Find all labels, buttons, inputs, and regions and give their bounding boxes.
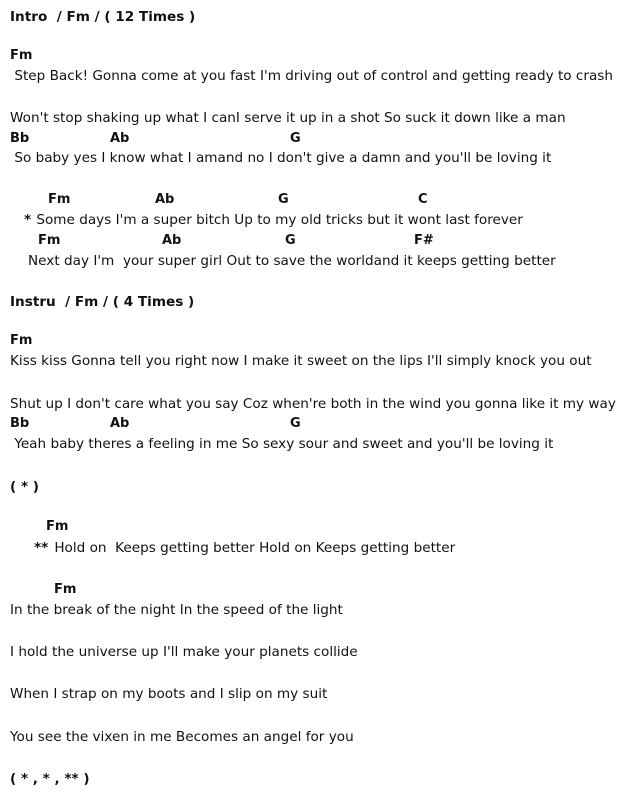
lyric-line: You see the vixen in me Becomes an angel for you: [10, 729, 354, 745]
chord: Bb: [10, 416, 30, 431]
instru-heading: Instru / Fm / ( 4 Times ): [10, 294, 195, 310]
chord: G: [290, 131, 301, 146]
lyric-line: Shut up I don't care what you say Coz when're both in the wind you gonna like it my way: [10, 396, 616, 412]
bridge-marker: **: [34, 540, 49, 556]
chord: F#: [414, 233, 434, 248]
chord: G: [290, 416, 301, 431]
chord: Fm: [54, 582, 77, 597]
chord: Bb: [10, 131, 30, 146]
lyric-line: Step Back! Gonna come at you fast I'm driving out of control and getting ready to crash: [10, 68, 614, 84]
repeat-chorus: ( * ): [10, 479, 39, 495]
lyric-line: I hold the universe up I'll make your planets collide: [10, 644, 358, 660]
lyric-line: Kiss kiss Gonna tell you right now I make it sweet on the lips I'll simply knock you out: [10, 353, 592, 369]
repeat-ending: ( * , * , ** ): [10, 771, 90, 787]
chord: Ab: [162, 233, 182, 248]
chord: Fm: [10, 333, 33, 348]
chord: C: [418, 192, 428, 207]
lyric-line: Won't stop shaking up what I canI serve it up in a shot So suck it down like a man: [10, 110, 566, 126]
chord: Fm: [10, 48, 33, 63]
chord: Ab: [110, 131, 130, 146]
lyric-line: Next day I'm your super girl Out to save the worldand it keeps getting better: [28, 253, 556, 269]
lyric-line: Yeah baby theres a feeling in me So sexy sour and sweet and you'll be loving it: [10, 436, 554, 452]
chord: Ab: [110, 416, 130, 431]
lyric-line: Hold on Keeps getting better Hold on Keeps getting better: [50, 540, 456, 556]
chord: Ab: [155, 192, 175, 207]
chorus-marker: *: [24, 212, 32, 228]
chord: G: [278, 192, 289, 207]
lyric-line: When I strap on my boots and I slip on my suit: [10, 686, 328, 702]
chord: G: [285, 233, 296, 248]
chord: Fm: [46, 519, 69, 534]
chord: Fm: [38, 233, 61, 248]
lyric-line: In the break of the night In the speed of the light: [10, 602, 343, 618]
lyric-line: Some days I'm a super bitch Up to my old tricks but it wont last forever: [32, 212, 523, 228]
chord: Fm: [48, 192, 71, 207]
lyric-line: So baby yes I know what I amand no I don't give a damn and you'll be loving it: [10, 150, 552, 166]
intro-heading: Intro / Fm / ( 12 Times ): [10, 9, 196, 25]
